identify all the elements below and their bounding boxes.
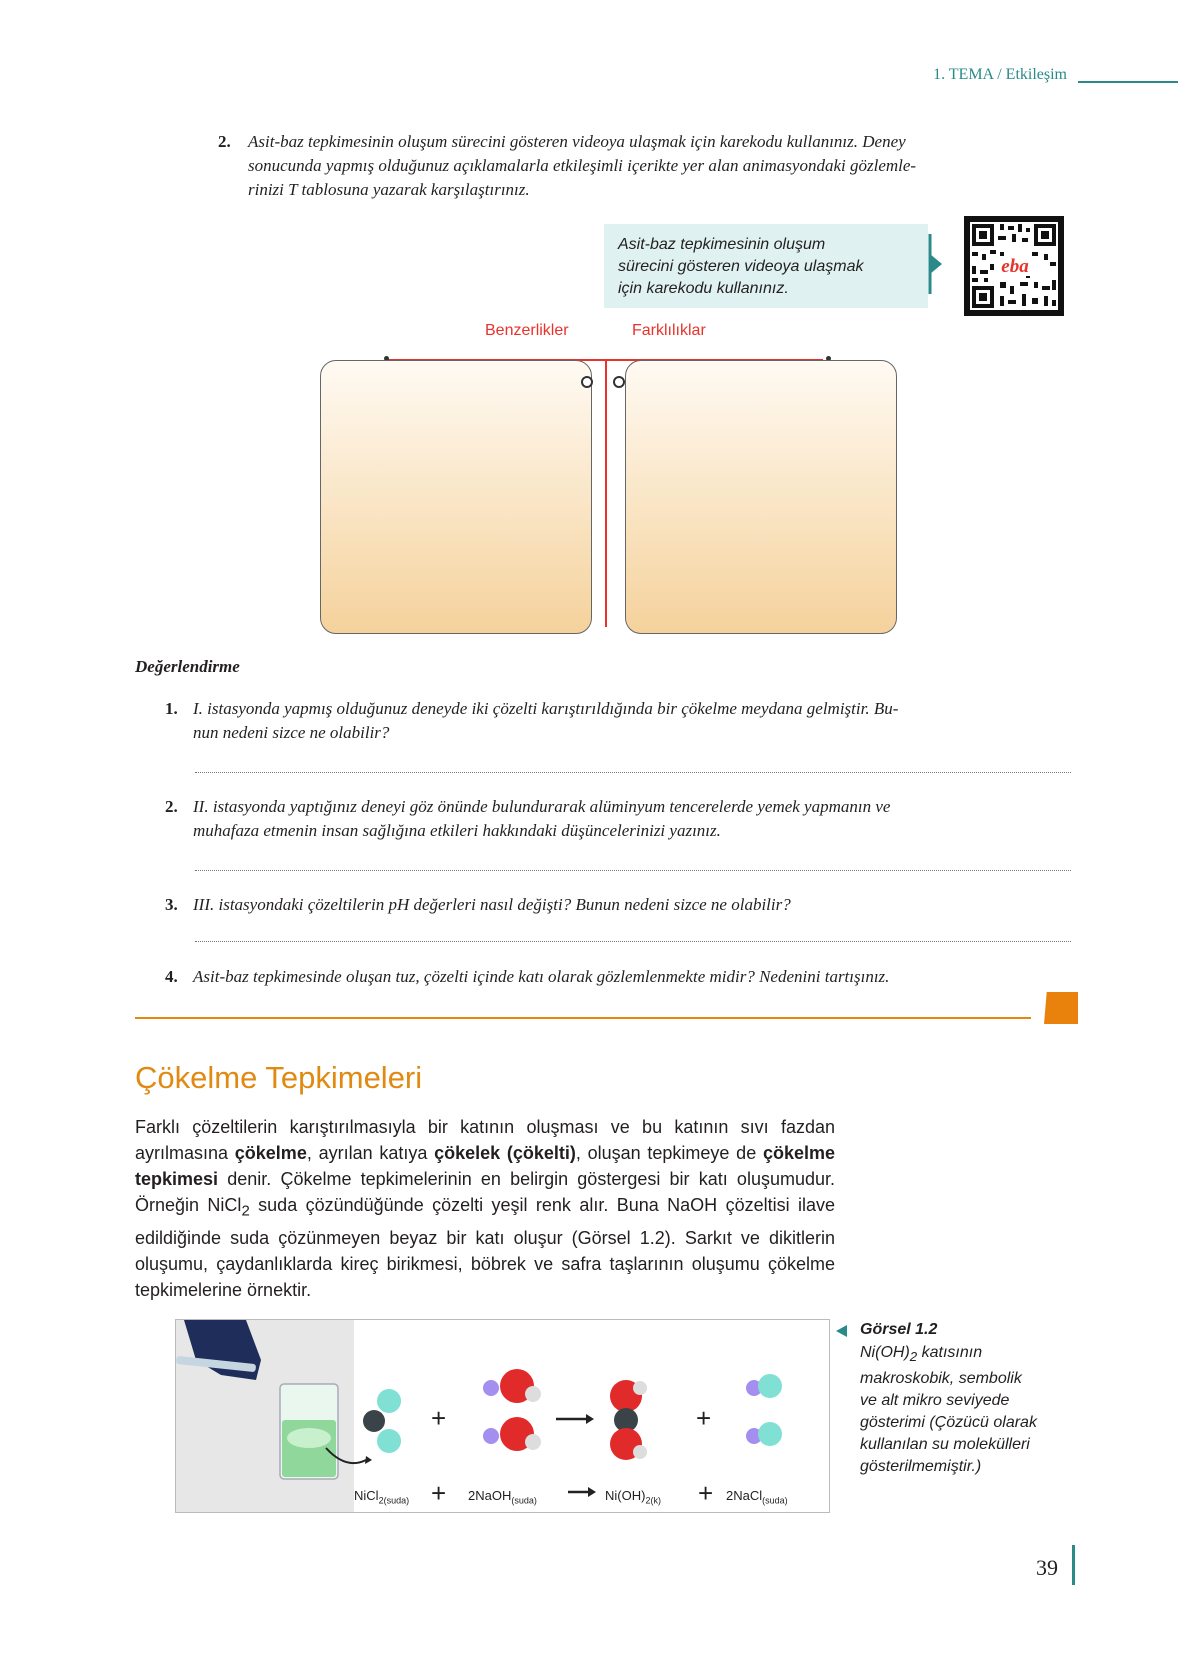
running-header: 1. TEMA / Etkileşim <box>933 66 1067 83</box>
question-number: 1. <box>165 699 178 718</box>
evaluation-title: Değerlendirme <box>135 657 240 676</box>
figure-caption-title: Görsel 1.2 <box>860 1321 938 1338</box>
callout-line-1: Asit-baz tepkimesinin oluşum <box>618 236 826 253</box>
t-table-stem <box>605 359 607 627</box>
qr-code-icon[interactable] <box>964 216 1064 316</box>
answer-line-2[interactable] <box>195 870 1071 871</box>
question-4-line-1: Asit-baz tepkimesinde oluşan tuz, çözelti içinde katı olarak gözlemlenmekte midir? Nedenini tartışınız. <box>193 967 890 986</box>
callout-line-2: sürecini gösteren videoya ulaşmak <box>618 258 864 275</box>
question-3-line-1: III. istasyondaki çözeltilerin pH değerleri nasıl değişti? Bunun nedeni sizce ne olabilir? <box>193 895 791 914</box>
question-number: 4. <box>165 967 178 986</box>
question-2-line-1: II. istasyonda yaptığınız deneyi göz önünde bulundurarak alüminyum tencerelerde yemek yapmanın ve <box>193 797 891 816</box>
t-table-right-label: Farklılıklar <box>632 322 706 339</box>
page-number: 39 <box>1036 1555 1058 1580</box>
plus-sign: + <box>698 1478 714 1508</box>
equation-term-2: 2NaOH$_{(suda)}$ <box>468 1488 537 1506</box>
question-number: 3. <box>165 895 178 914</box>
section-paragraph: Farklı çözeltilerin karıştırılmasıyla bir katının oluşması ve bu katının sıvı fazdan ayrılmasına çökelme, ayrılan katıya çökelek (çökelti), oluşan tepkimeye de çökelme tepkimesi denir. Çökelme tepkimelerinin en belirgin göstergesi bir katı oluşumudur. Örneğin NiCl$_2$ suda çözündüğünde çözelti yeşil renk alır. Buna NaOH çözeltisi ilave edildiğinde suda çözünmeyen beyaz bir katı oluşur (Görsel 1.2). Sarkıt ve dikitlerin oluşumu, çaydanlıklarda kireç birikmesi, böbrek ve safra taşlarının oluşumu çökelme tepkimelerine örnektir. <box>135 1117 835 1300</box>
section-marker-icon <box>1044 992 1078 1024</box>
binder-rings-icon <box>578 372 628 392</box>
figure-caption: $Ni(OH)_2$ katısının makroskobik, sembolik ve alt mikro seviyede gösterimi (Çözücü olarak kullanılan su molekülleri gösterilmemiştir.) <box>860 1344 1037 1476</box>
figure-panel <box>175 1319 830 1513</box>
question-1-line-1: I. istasyonda yapmış olduğunuz deneyde iki çözelti karıştırıldığında bir çökelme meydana gelmiştir. Bu- <box>193 699 899 718</box>
question-1-line-2: nun nedeni sizce ne olabilir? <box>193 723 390 742</box>
callout-line-3: için karekodu kullanınız. <box>618 280 789 297</box>
task-text <box>218 130 1058 202</box>
callout-pointer-icon <box>928 234 944 294</box>
task-number: 2. <box>218 132 231 151</box>
caption-arrow-icon <box>835 1324 849 1338</box>
equation-term-3: $Ni(OH)_{2(k)}$ <box>605 1488 661 1506</box>
qr-callout <box>604 224 928 308</box>
t-table-left-box[interactable] <box>320 360 592 634</box>
section-title: Çökelme Tepkimeleri <box>135 1060 423 1095</box>
question-2-line-2: muhafaza etmenin insan sağlığına etkileri hakkındaki düşüncelerinizi yazınız. <box>193 821 721 840</box>
page-number-bar <box>1072 1545 1075 1585</box>
task-line-1: Asit-baz tepkimesinin oluşum sürecini gösteren videoya ulaşmak için karekodu kullanınız. Deney <box>248 132 906 151</box>
equation-term-1: NiCl$_{2(suda)}$ <box>354 1488 410 1506</box>
term-cokelme: çökelme <box>234 1143 307 1163</box>
evaluation-question-3 <box>165 893 1065 917</box>
plus-sign: + <box>431 1403 447 1433</box>
question-number: 2. <box>165 797 178 816</box>
t-table-left-label: Benzerlikler <box>485 322 569 339</box>
evaluation-question-4 <box>165 965 1065 989</box>
term-cokelme-tepkimesi: çökelme tepkimesi <box>135 1143 835 1189</box>
evaluation-question-1 <box>165 697 1065 745</box>
task-line-3: rinizi T tablosuna yazarak karşılaştırınız. <box>248 180 530 199</box>
plus-sign: + <box>431 1478 447 1508</box>
header-rule <box>1078 81 1178 83</box>
plus-sign: + <box>696 1403 712 1433</box>
equation-term-4: 2NaCl$_{(suda)}$ <box>726 1488 788 1506</box>
evaluation-question-2 <box>165 795 1065 843</box>
qr-logo: eba <box>1001 256 1029 277</box>
task-line-2: sonucunda yapmış olduğunuz açıklamalarla etkileşimli içerikte yer alan animasyondaki gözlemle- <box>248 156 917 175</box>
answer-line-3[interactable] <box>195 941 1071 942</box>
term-cokelek: çökelek (çökelti) <box>434 1143 576 1163</box>
t-table-right-box[interactable] <box>625 360 897 634</box>
section-rule <box>135 1017 1031 1019</box>
answer-line-1[interactable] <box>195 772 1071 773</box>
figure-illustration <box>176 1320 829 1512</box>
